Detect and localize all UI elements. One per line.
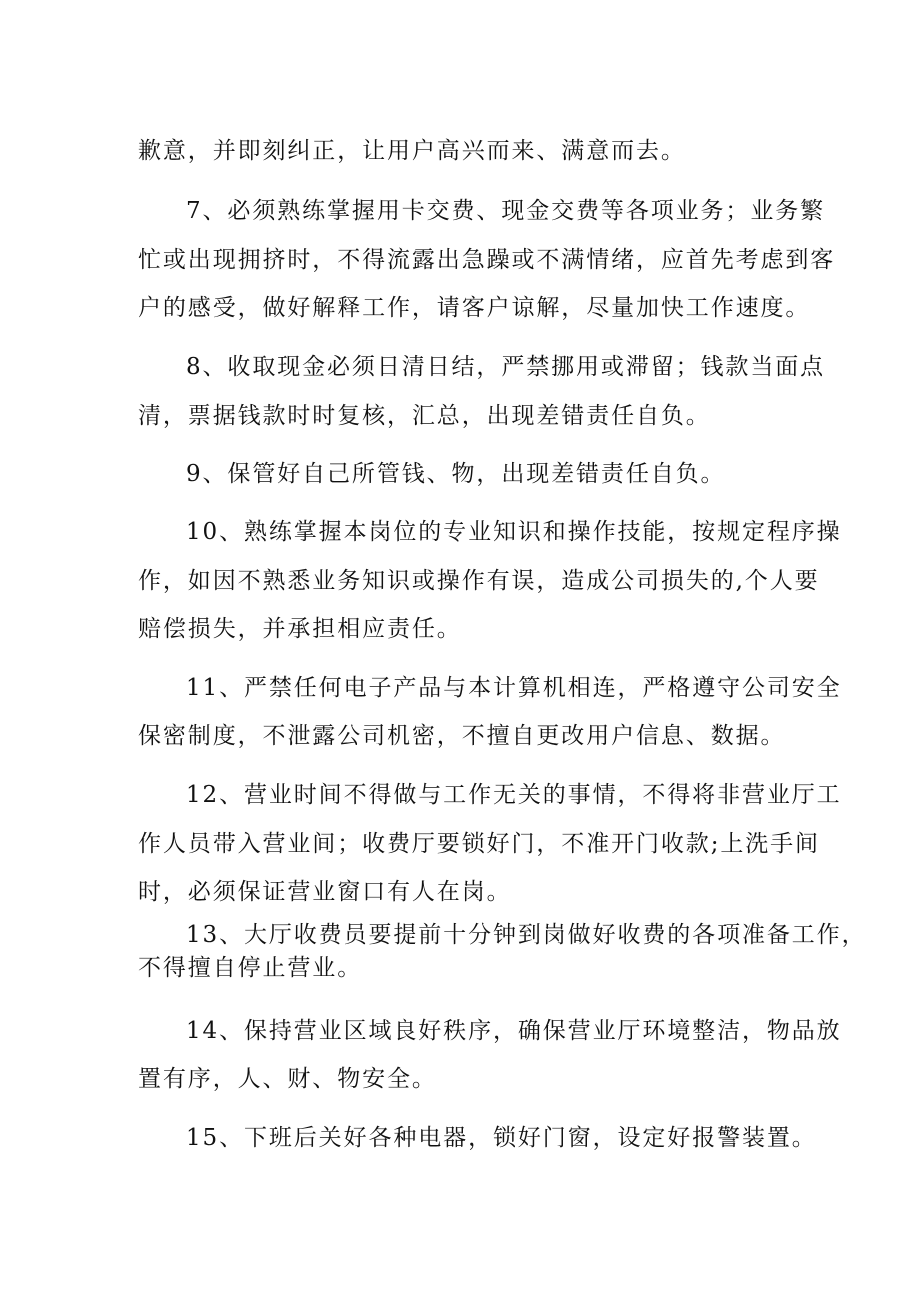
text-line: 户的感受，做好解释工作，请客户谅解，尽量加快工作速度。 xyxy=(138,295,811,321)
text-line: 不得擅自停止营业。 xyxy=(138,955,363,981)
text-line: 清，票据钱款时时复核，汇总，出现差错责任自负。 xyxy=(138,403,711,429)
text-line: 14、保持营业区域良好秩序，确保营业厅环境整洁，物品放 xyxy=(186,1018,842,1044)
text-line: 作人员带入营业间；收费厅要锁好门，不准开门收款;上洗手间 xyxy=(138,831,820,857)
text-line: 作，如因不熟悉业务知识或操作有误，造成公司损失的,个人要 xyxy=(138,568,820,594)
text-line: 7、必须熟练掌握用卡交费、现金交费等各项业务；业务繁 xyxy=(186,198,826,224)
text-line: 置有序，人、财、物安全。 xyxy=(138,1066,437,1092)
text-line: 忙或出现拥挤时，不得流露出急躁或不满情绪，应首先考虑到客 xyxy=(138,247,836,273)
text-line: 赔偿损失，并承担相应责任。 xyxy=(138,616,462,642)
text-line: 10、熟练掌握本岗位的专业知识和操作技能，按规定程序操 xyxy=(186,519,842,545)
text-line: 9、保管好自己所管钱、物，出现差错责任自负。 xyxy=(186,461,726,487)
text-line: 保密制度，不泄露公司机密，不擅自更改用户信息、数据。 xyxy=(138,723,786,749)
text-line: 11、严禁任何电子产品与本计算机相连，严格遵守公司安全 xyxy=(186,675,842,701)
text-line: 歉意，并即刻纠正，让用户高兴而来、满意而去。 xyxy=(138,138,686,164)
text-line: 15、下班后关好各种电器，锁好门窗，设定好报警装置。 xyxy=(186,1125,817,1151)
text-line: 时，必须保证营业窗口有人在岗。 xyxy=(138,879,512,905)
text-line: 12、营业时间不得做与工作无关的事情，不得将非营业厅工 xyxy=(186,782,842,808)
text-line: 13、大厅收费员要提前十分钟到岗做好收费的各项准备工作， xyxy=(186,922,867,948)
text-line: 8、收取现金必须日清日结，严禁挪用或滞留；钱款当面点 xyxy=(186,354,826,380)
